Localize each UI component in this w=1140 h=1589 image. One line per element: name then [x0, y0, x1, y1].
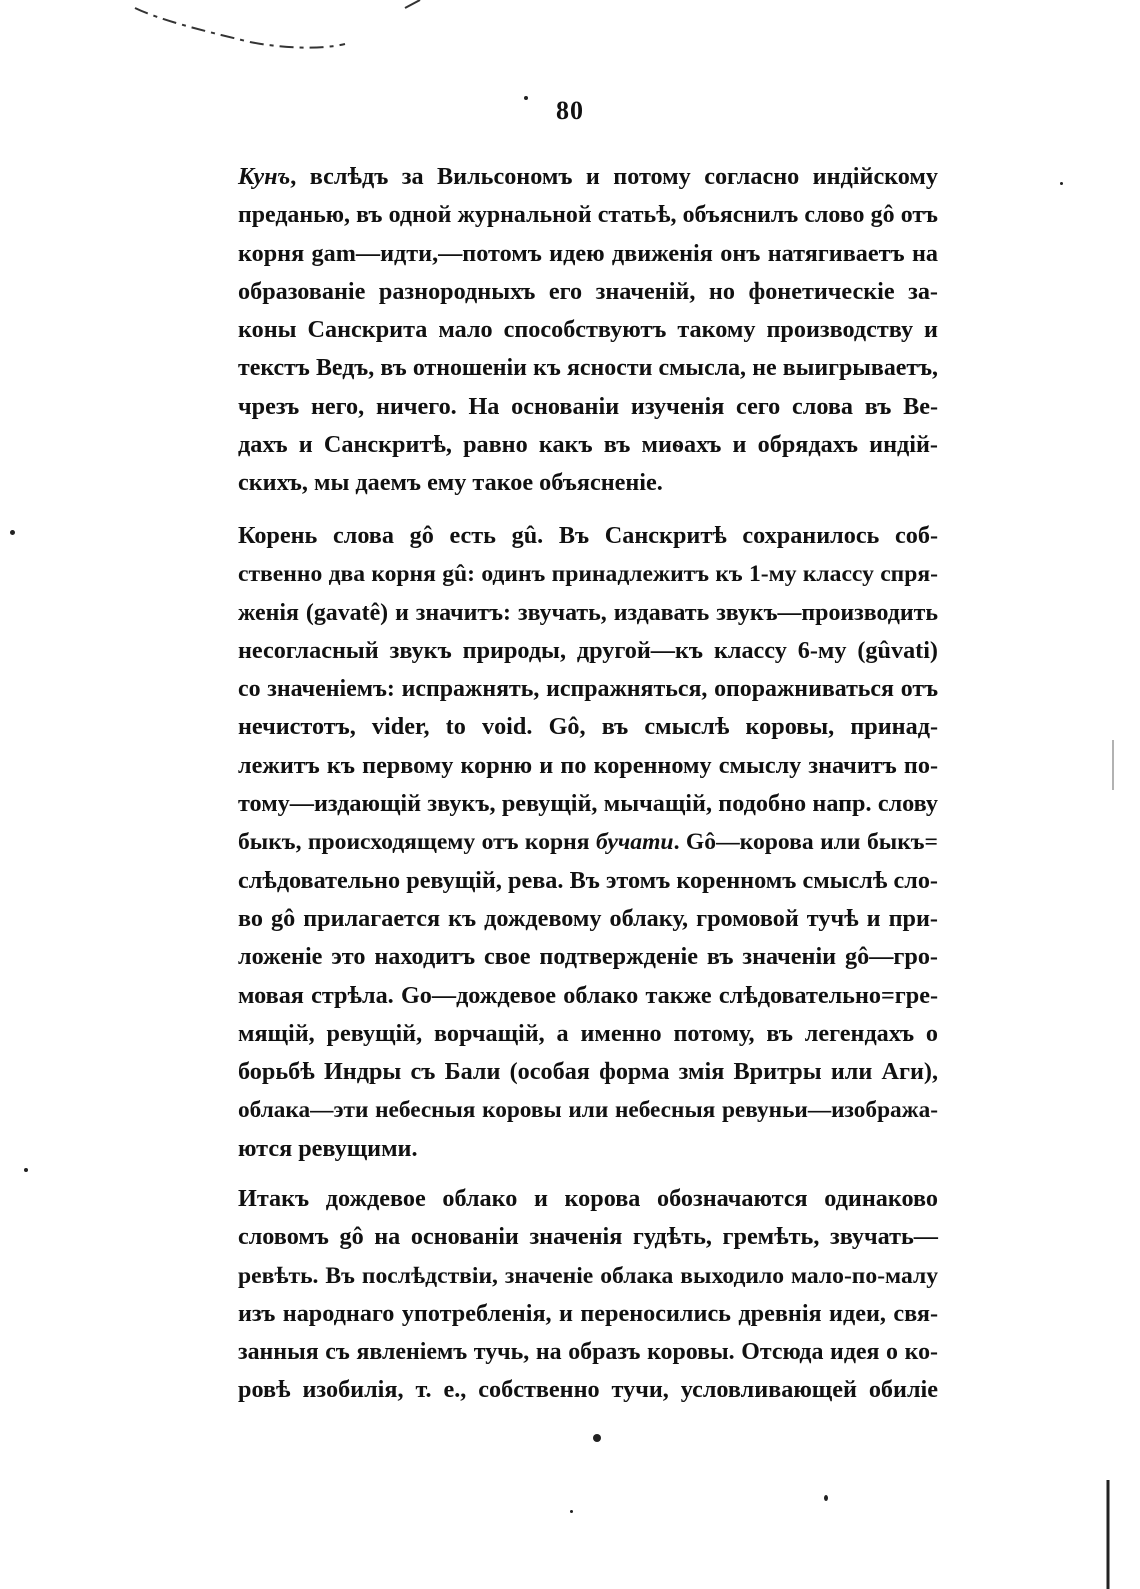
text-line [238, 823, 938, 861]
text-line: изъ народнаго употребленія, и переносились древнія идеи, свя- [238, 1299, 938, 1327]
text-line: Итакъ дождевое облако и корова обозначаются одинаково [238, 1185, 938, 1212]
text-line: во gô прилагается къ дождевому облаку, громовой тучѣ и при- [238, 904, 938, 932]
text-line: образованіе разнородныхъ его значеній, но фонетическіе за- [238, 277, 938, 305]
text-line: ровѣ изобилія, т. е., собственно тучи, условливающей обиліе [238, 1376, 938, 1404]
text-line: текстъ Ведъ, въ отношеніи къ ясности смысла, не выигрываетъ, [238, 355, 938, 382]
text-line: ственно два корня gû: одинъ принадлежитъ къ 1-му классу спря- [238, 561, 938, 588]
scan-speck [824, 1495, 828, 1501]
text-line: нечистотъ, vider, to void. Gô, въ смыслѣ коровы, принад- [238, 713, 938, 741]
paragraph-2 [238, 517, 938, 1168]
scan-speck [24, 1168, 28, 1172]
text-line: несогласный звукъ природы, другой—къ классу 6-му (gûvati) [238, 636, 938, 664]
text-line: тому—издающій звукъ, ревущій, мычащій, подобно напр. слову [238, 790, 938, 818]
text-line: ются ревущими. [238, 1134, 418, 1162]
text-line: занныя съ явленіемъ тучь, на образъ коровы. Отсюда идея о ко- [238, 1339, 938, 1366]
text-line: ревѣть. Въ послѣдствіи, значеніе облака выходило мало-по-малу [238, 1262, 938, 1289]
scan-smudge-line [135, 8, 345, 48]
text-line: борьбѣ Индры съ Бали (особая форма змія Вритры или Аги), [238, 1058, 938, 1086]
text-line: слѣдовательно ревущій, рева. Въ этомъ коренномъ смыслѣ сло- [238, 866, 938, 894]
italic-word-buchati: бучати [595, 829, 674, 856]
scan-speck [524, 96, 528, 100]
text-line: ложеніе это находитъ свое подтвержденіе въ значеніи gô—гро- [238, 943, 938, 971]
text-fragment: , вслѣдъ за Вильсономъ и потому согласно индійскому [290, 163, 938, 190]
text-line: женія (gavatê) и значитъ: звучать, издавать звукъ—производить [238, 599, 938, 626]
text-line: облака—эти небесныя коровы или небесныя ревуньи—изобража- [238, 1097, 938, 1124]
text-line: лежитъ къ первому корню и по коренному смыслу значитъ по- [238, 751, 938, 779]
text-line: мящій, ревущій, ворчащій, а именно потому, въ легендахъ о [238, 1019, 938, 1047]
text-line: со значеніемъ: испражнять, испражняться, опоражниваться отъ [238, 676, 938, 703]
scan-smudge-mark [405, 0, 420, 8]
text-line: словомъ gô на основаніи значенія гудѣть, гремѣть, звучать— [238, 1223, 938, 1251]
scan-speck [570, 1510, 573, 1513]
text-line: коны Санскрита мало способствуютъ такому производству и [238, 316, 938, 344]
text-line: чрезъ него, ничего. На основаніи изученія сего слова въ Ве- [238, 392, 938, 420]
text-line: преданью, въ одной журнальной статьѣ, объяснилъ слово gô отъ [238, 202, 938, 229]
text-line: корня gam—идти,—потомъ идею движенія онъ натягиваетъ на [238, 239, 938, 267]
page-number: 80 [556, 96, 584, 125]
text-line: Корень слова gô есть gû. Въ Санскритѣ сохранилось соб- [238, 522, 938, 549]
scan-speck [1060, 182, 1063, 185]
text-line: скихъ, мы даемъ ему такое объясненіе. [238, 469, 663, 497]
paragraph-1 [238, 158, 938, 503]
text-fragment: . Gô—корова или быкъ= [673, 829, 938, 856]
text-line [238, 158, 938, 196]
scan-speck [10, 530, 15, 535]
author-name-kuhn: Кунъ [238, 163, 291, 190]
text-fragment: быкъ, происходящему отъ корня [238, 829, 596, 856]
paragraph-3 [238, 1180, 938, 1410]
text-line: дахъ и Санскритѣ, равно какъ въ миѳахъ и обрядахъ индій- [238, 431, 938, 459]
scan-speck [593, 1434, 601, 1442]
text-line: мовая стрѣла. Go—дождевое облако также слѣдовательно=гре- [238, 981, 938, 1009]
